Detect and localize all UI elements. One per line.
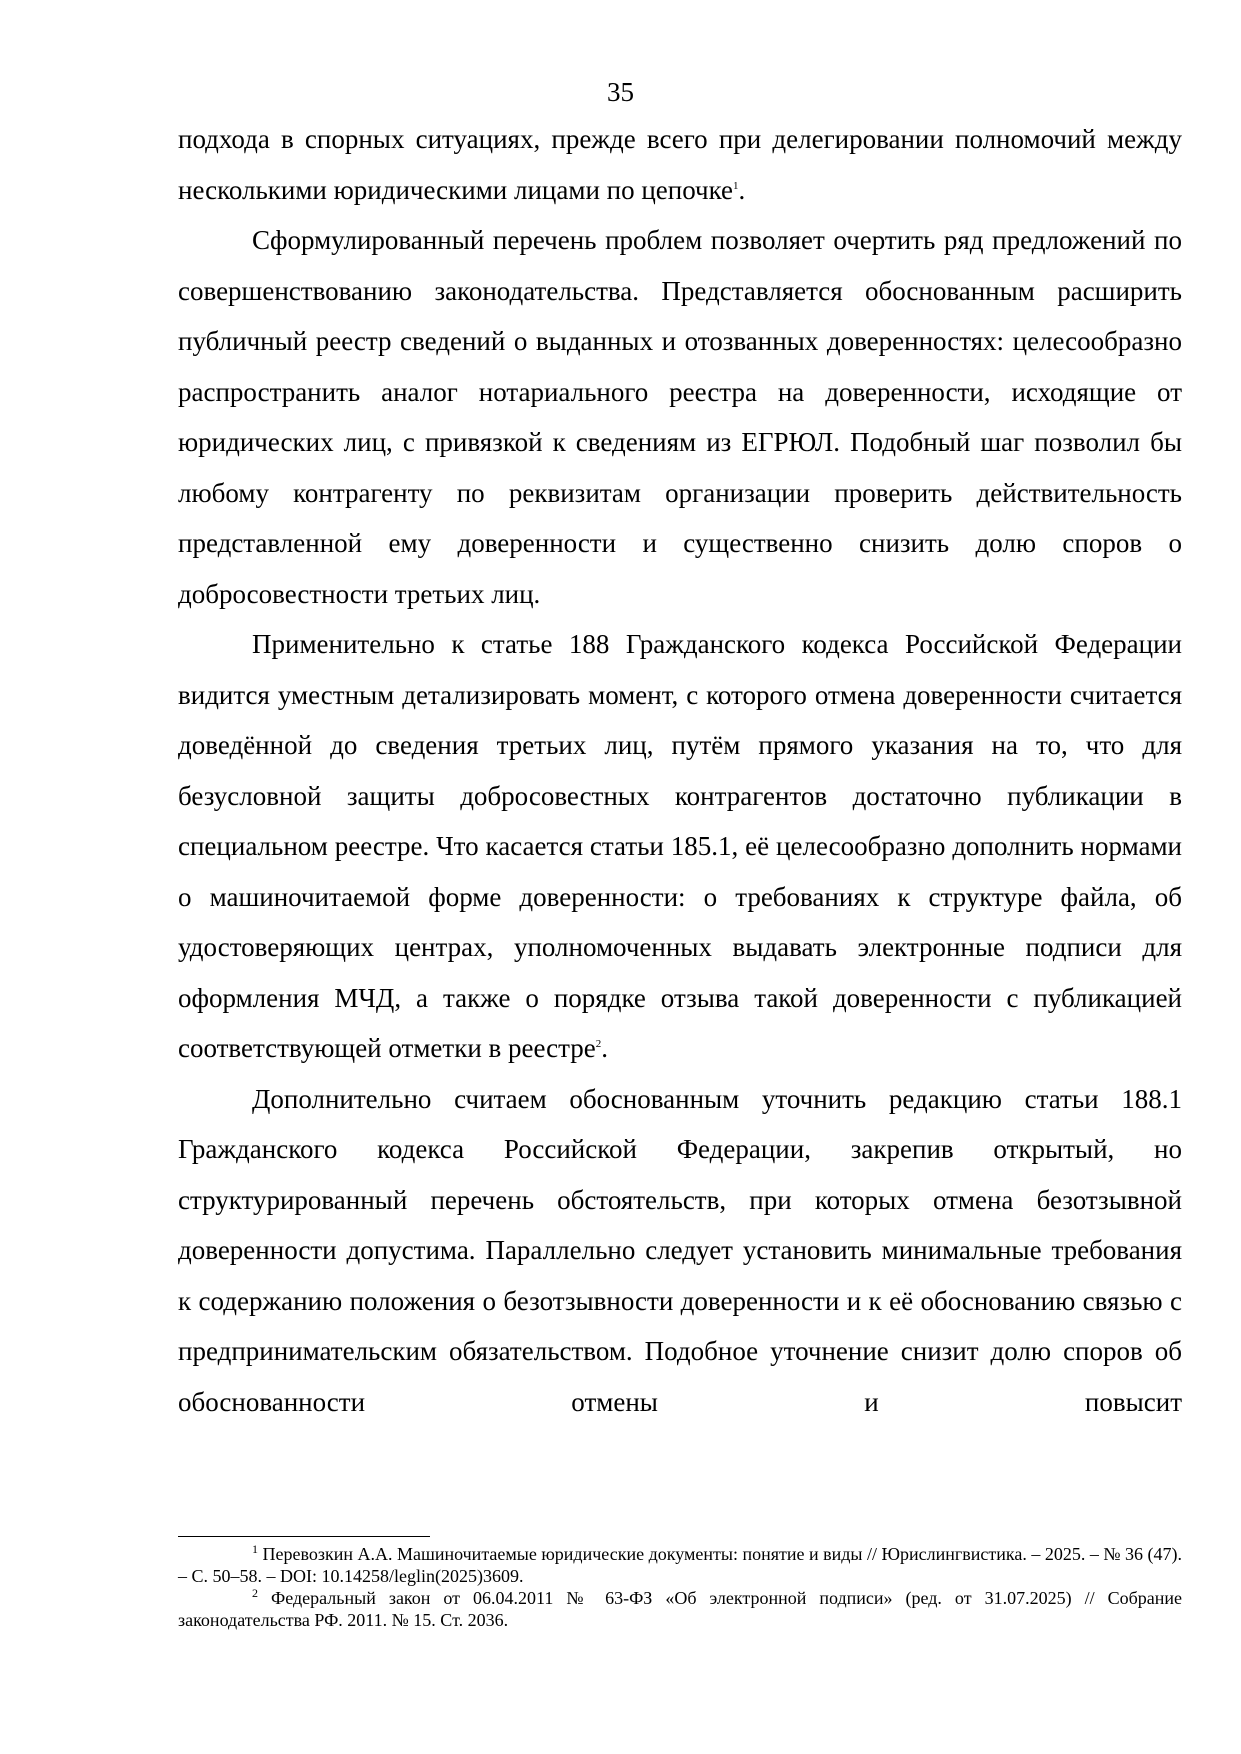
paragraph-1: [178, 114, 1182, 215]
footnote-2: [178, 1587, 1182, 1631]
paragraph-text: подхода в спорных ситуациях, прежде всего при делегировании полномочий между несколькими юридическими лицами по цепочке: [178, 124, 1182, 205]
footnote-1: [178, 1543, 1182, 1587]
footnote-mark: 1: [252, 1542, 258, 1556]
footnotes: [178, 1543, 1182, 1631]
paragraph-tail: .: [601, 1033, 608, 1063]
footnote-separator: [178, 1536, 430, 1537]
paragraph-text: Применительно к статье 188 Гражданского кодекса Российской Федерации видится уместным детализировать момент, с которого отмена доверенности считается доведённой до сведения третьих лиц, путём прямого указания на то, что для безусловной защиты добросовестных контрагентов достаточно публикации в специальном реестре. Что касается статьи 185.1, её целесообразно дополнить нормами о машиночитаемой форме доверенности: о требованиях к структуре файла, об удостоверяющих центрах, уполномоченных выдавать электронные подписи для оформления МЧД, а также о порядке отзыва такой доверенности с публикацией соответствующей отметки в реестре: [178, 629, 1182, 1063]
paragraph-4: Дополнительно считаем обоснованным уточнить редакцию статьи 188.1 Гражданского кодекса Российской Федерации, закрепив открытый, но структурированный перечень обстоятельств, при которых отмена безотзывной доверенности допустима. Параллельно следует установить минимальные требования к содержанию положения о безотзывности доверенности и к её обоснованию связью с предпринимательским обязательством. Подобное уточнение снизит долю споров об обоснованности отмены и повысит: [178, 1083, 1182, 1417]
footnote-text: Федеральный закон от 06.04.2011 № 63-ФЗ «Об электронной подписи» (ред. от 31.07.2025) // Собрание законодательства РФ. 2011. № 15. Ст. 2036.: [178, 1588, 1182, 1630]
footnote-reference-2: 2: [595, 1038, 602, 1050]
page-number: 35: [607, 77, 634, 107]
paragraph-tail: .: [738, 174, 746, 205]
paragraph-3: [178, 619, 1182, 1074]
footnote-mark: 2: [252, 1586, 258, 1600]
body-text: [178, 114, 1182, 1427]
footnote-text: Перевозкин А.А. Машиночитаемые юридические документы: понятие и виды // Юрислингвистика. – 2025. – № 36 (47). – С. 50–58. – DOI: 10.14258/leglin(2025)3609.: [178, 1544, 1183, 1586]
footnote-reference-1: 1: [733, 179, 739, 192]
paragraph-2: Сформулированный перечень проблем позволяет очертить ряд предложений по совершенствованию законодательства. Представляется обоснованным расширить публичный реестр сведений о выданных и отозванных доверенностях: целесообразно распространить аналог нотариального реестра на доверенности, исходящие от юридических лиц, с привязкой к сведениям из ЕГРЮЛ. Подобный шаг позволил бы любому контрагенту по реквизитам организации проверить действительность представленной ему доверенности и существенно снизить долю споров о добросовестности третьих лиц.: [178, 225, 1182, 609]
